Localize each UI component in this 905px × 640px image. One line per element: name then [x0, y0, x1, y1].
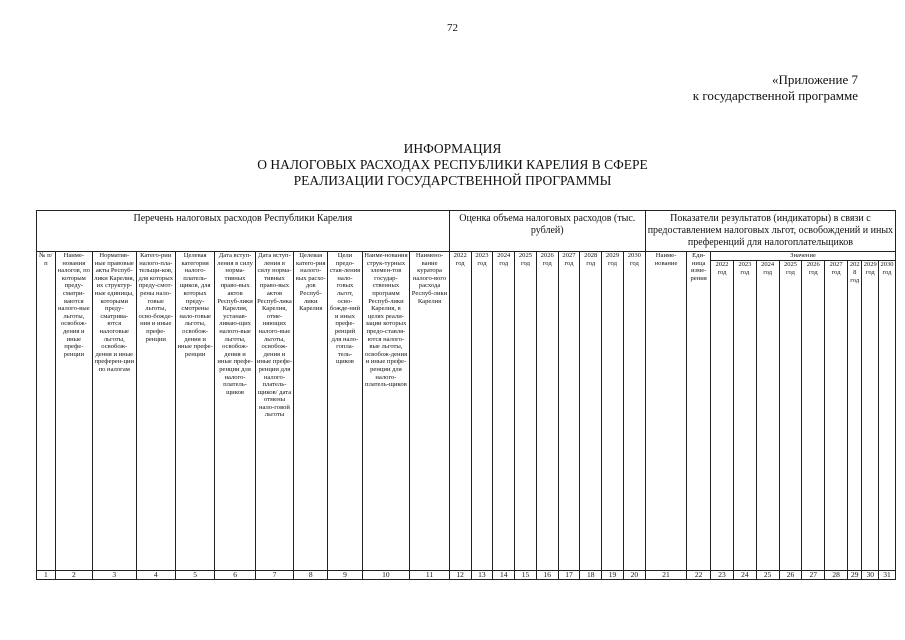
estimate-year-2026: 2026 год	[536, 252, 558, 571]
column-number: 31	[879, 571, 896, 580]
indicator-value-header: Значение	[711, 252, 896, 261]
col-header-8: Целевая катего-рия налого-вых расхо-дов Респуб-лики Карелия	[294, 252, 328, 571]
column-number: 16	[536, 571, 558, 580]
column-number: 18	[580, 571, 602, 580]
estimate-year-2023: 2023 год	[471, 252, 493, 571]
group-header-indicators: Показатели результатов (индикаторы) в связи с предоставлением налоговых льгот, освобождений и иных преференций для налогоплательщиков	[645, 211, 895, 252]
column-number: 10	[362, 571, 410, 580]
page-number: 72	[447, 22, 458, 34]
col-header-2: Наиме-нования налогов, по которым преду-сматри-ваются налого-вые льготы, освобож-дения и иные префе-ренции	[55, 252, 92, 571]
indicator-year-2022: 2022 год	[711, 261, 734, 571]
column-number: 14	[493, 571, 515, 580]
indicator-year-2026: 2026 год	[802, 261, 825, 571]
column-number: 26	[779, 571, 802, 580]
column-number: 19	[602, 571, 624, 580]
title-line-3: РЕАЛИЗАЦИИ ГОСУДАРСТВЕННОЙ ПРОГРАММЫ	[293, 173, 612, 188]
estimate-year-2027: 2027 год	[558, 252, 580, 571]
column-number: 6	[215, 571, 255, 580]
column-number: 21	[645, 571, 686, 580]
appendix-caption	[693, 72, 858, 104]
estimate-year-2024: 2024 год	[493, 252, 515, 571]
indicator-name-header: Наиме-нование	[645, 252, 686, 571]
column-number: 23	[711, 571, 734, 580]
tax-expenses-table	[36, 210, 896, 580]
column-number: 4	[136, 571, 175, 580]
title-line-1: ИНФОРМАЦИЯ	[403, 141, 502, 156]
estimate-year-2025: 2025 год	[515, 252, 537, 571]
indicator-year-2027: 2027 год	[825, 261, 848, 571]
column-number: 12	[449, 571, 471, 580]
column-number: 20	[623, 571, 645, 580]
col-header-4: Катего-рии налого-пла-тельщи-ков, для которых преду-смот-рены нало-говые льготы, осво-божде-ния и иные префе-ренции	[136, 252, 175, 571]
group-header-estimate: Оценка объема налоговых расходов (тыс. рублей)	[449, 211, 645, 252]
indicator-year-2029: 2029 год	[862, 261, 879, 571]
estimate-year-2022: 2022 год	[449, 252, 471, 571]
column-number: 30	[862, 571, 879, 580]
column-number: 29	[847, 571, 862, 580]
col-header-1: № п/п	[37, 252, 56, 571]
estimate-year-2028: 2028 год	[580, 252, 602, 571]
indicator-year-2025: 2025 год	[779, 261, 802, 571]
indicator-unit-header: Еди-ница изме-рения	[687, 252, 711, 571]
group-header-list: Перечень налоговых расходов Республики Карелия	[37, 211, 450, 252]
column-number: 27	[802, 571, 825, 580]
column-number: 13	[471, 571, 493, 580]
table	[36, 210, 896, 580]
column-number: 1	[37, 571, 56, 580]
column-number: 24	[733, 571, 756, 580]
estimate-year-2030: 2030 год	[623, 252, 645, 571]
column-number: 7	[255, 571, 293, 580]
column-number: 8	[294, 571, 328, 580]
column-number: 11	[410, 571, 450, 580]
column-number: 25	[756, 571, 779, 580]
col-header-3: Норматив-ные правовые акты Респуб-лики Карелия, их структур-ные единицы, которыми преду-сматрива-ются налоговые льготы, освобож-дения и иные преферен-ции по налогам	[92, 252, 136, 571]
col-header-11: Наимено-вание куратора налого-вого расхода Респуб-лики Карелия	[410, 252, 450, 571]
indicator-year-2028: 2028 год	[847, 261, 862, 571]
column-number-row	[37, 571, 896, 580]
document-title	[0, 141, 905, 189]
column-number: 28	[825, 571, 848, 580]
column-number: 22	[687, 571, 711, 580]
title-line-2: О НАЛОГОВЫХ РАСХОДАХ РЕСПУБЛИКИ КАРЕЛИЯ В СФЕРЕ	[257, 157, 648, 172]
col-header-6: Дата вступ-ления в силу норма-тивных право-вых актов Респуб-лики Карелия, устанав-ливаю-щих налого-вые льготы, освобож-дения и иные префе-ренции для налого-платель-щиков	[215, 252, 255, 571]
indicator-year-2024: 2024 год	[756, 261, 779, 571]
column-number: 3	[92, 571, 136, 580]
column-number: 9	[328, 571, 362, 580]
col-header-9: Цели предо-став-ления нало-говых льгот, осво-божде-ний и иных префе-ренций для нало-гопла-тель-щиков	[328, 252, 362, 571]
estimate-year-2029: 2029 год	[602, 252, 624, 571]
appendix-line-1: «Приложение 7	[771, 72, 858, 87]
col-header-10: Наиме-нования струк-турных элемен-тов государ-ственных программ Респуб-лики Карелия, в целях реали-зации которых предо-ставля-ются налого-вые льготы, освобож-дения и иные префе-ренции для налого-платель-щиков	[362, 252, 410, 571]
col-header-7: Дата вступ-ления в силу норма-тивных право-вых актов Респуб-лика Карелия, отме-няющих налого-вые льготы, освобож-дения и иные префе-ренции для налого-платель-щиков/ дата отмены нало-говой льготы	[255, 252, 293, 571]
appendix-line-2: к государственной программе	[692, 88, 858, 103]
col-header-5: Целевая категория налого-платель-щиков, для которых преду-смотрены нало-говые льготы, освобож-дения и иные префе-ренции	[175, 252, 214, 571]
column-number: 5	[175, 571, 214, 580]
indicator-year-2030: 2030 год	[879, 261, 896, 571]
column-number: 15	[515, 571, 537, 580]
column-number: 17	[558, 571, 580, 580]
indicator-year-2023: 2023 год	[733, 261, 756, 571]
column-number: 2	[55, 571, 92, 580]
